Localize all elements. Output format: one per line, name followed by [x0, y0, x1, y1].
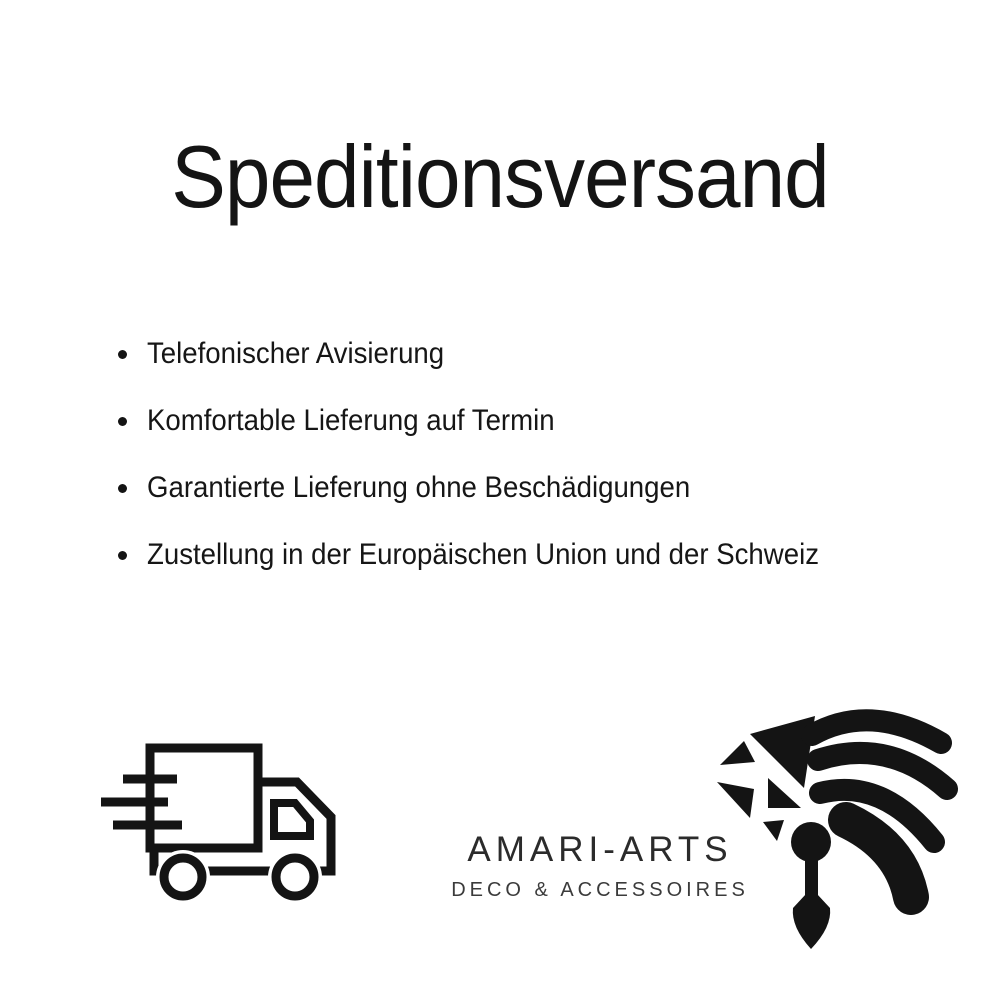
headdress-feather — [846, 820, 911, 897]
list-item-text: Komfortable Lieferung auf Termin — [147, 404, 555, 437]
headdress-triangle — [763, 820, 784, 841]
list-item-text: Garantierte Lieferung ohne Beschädigungen — [147, 471, 691, 504]
brand-tagline: DECO & ACCESSOIRES — [451, 879, 749, 901]
headdress-feather — [812, 720, 941, 743]
headdress-pendant-stem — [805, 856, 818, 898]
bullet-dot — [118, 417, 127, 426]
truck-icon-graphic — [88, 733, 340, 905]
list-item — [118, 405, 877, 437]
headdress-triangle — [717, 782, 754, 818]
headdress-logo-graphic — [700, 690, 960, 960]
headdress-triangle — [768, 778, 801, 808]
page-title: Speditionsversand — [171, 127, 829, 226]
list-item-text: Zustellung in der Europäischen Union und der Schweiz — [147, 538, 820, 571]
delivery-truck-icon — [88, 733, 340, 905]
list-item — [118, 539, 877, 571]
headdress-triangle — [720, 741, 755, 765]
truck-wheels — [156, 850, 322, 904]
headdress-logo-icon — [700, 690, 960, 960]
headdress-pendant-drop — [793, 894, 830, 949]
brand-name: AMARI-ARTS — [467, 830, 733, 869]
list-item — [118, 338, 877, 370]
truck-wheel — [276, 858, 314, 896]
feature-list — [118, 338, 877, 606]
bullet-dot — [118, 484, 127, 493]
bullet-dot — [118, 350, 127, 359]
bullet-dot — [118, 551, 127, 560]
truck-wheel — [164, 858, 202, 896]
list-item — [118, 472, 877, 504]
truck-window — [274, 803, 310, 836]
list-item-text: Telefonischer Avisierung — [147, 337, 445, 370]
